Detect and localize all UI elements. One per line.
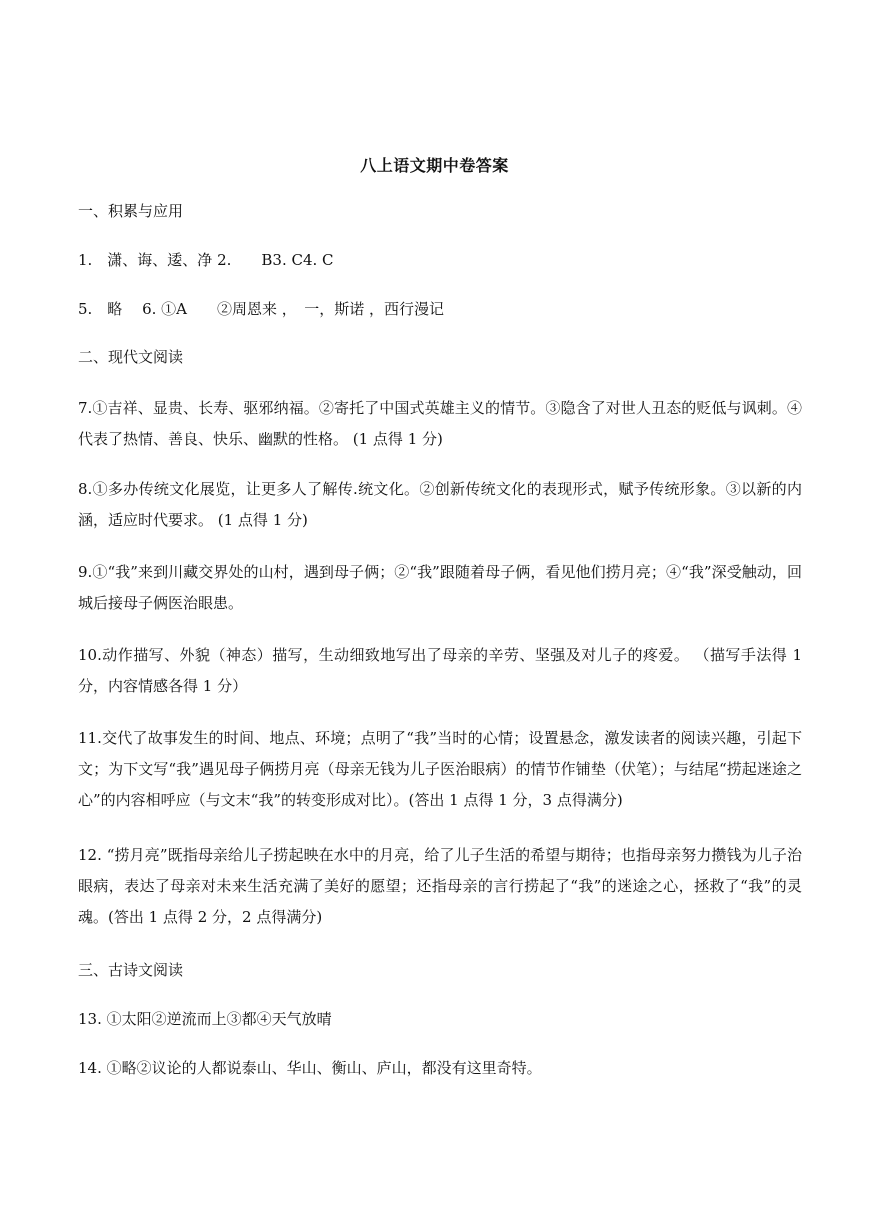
- answer-q10: 10.动作描写、外貌（神态）描写，生动细致地写出了母亲的辛劳、坚强及对儿子的疼爱。 （描写手法得 1 分，内容情感各得 1 分）: [78, 646, 802, 695]
- answer-q9: 9.①“我”来到川藏交界处的山村，遇到母子俩；②“我”跟随着母子俩，看见他们捞月亮；④“我”深受触动，回城后接母子俩医治眼患。: [78, 563, 802, 612]
- answer-q1-4: 1. 潇、诲、逶、净 2. B3. C4. C: [78, 251, 334, 269]
- answer-q11: 11.交代了故事发生的时间、地点、环境；点明了“我”当时的心情；设置悬念，激发读者的阅读兴趣，引起下文；为下文写“我”遇见母子俩捞月亮（母亲无钱为儿子医治眼病）的情节作铺垫（伏笔）；与结尾“捞起迷途之心”的内容相呼应（与文末“我”的转变形成对比）。(答出 1 点得 1 分，3 点得满分): [78, 729, 802, 809]
- answer-q5-6: 5. 略 6. ①A ②周恩来 ， 一，斯诺 ，西行漫记: [78, 300, 445, 318]
- answer-q7: 7.①吉祥、显贵、长寿、驱邪纳福。②寄托了中国式英雄主义的情节。③隐含了对世人丑态的贬低与讽刺。④代表了热情、善良、快乐、幽默的性格。 (1 点得 1 分): [78, 399, 802, 448]
- section-heading-2: 二、现代文阅读: [78, 348, 184, 366]
- answer-q12: 12. “捞月亮”既指母亲给儿子捞起映在水中的月亮，给了儿子生活的希望与期待；也指母亲努力攒钱为儿子治眼病，表达了母亲对未来生活充满了美好的愿望；还指母亲的言行捞起了“我”的迷途之心，拯救了“我”的灵魂。(答出 1 点得 2 分，2 点得满分): [78, 846, 802, 926]
- answer-q14: 14. ①略②议论的人都说泰山、华山、衡山、庐山，都没有这里奇特。: [78, 1059, 542, 1077]
- section-heading-1: 一、积累与应用: [78, 202, 184, 220]
- answer-q8: 8.①多办传统文化展览，让更多人了解传.统文化。②创新传统文化的表现形式，赋予传统形象。③以新的内涵，适应时代要求。 (1 点得 1 分): [78, 480, 802, 529]
- section-heading-3: 三、古诗文阅读: [78, 961, 184, 979]
- answer-q13: 13. ①太阳②逆流而上③都④天气放晴: [78, 1010, 332, 1028]
- document-title: 八上语文期中卷答案: [360, 156, 509, 175]
